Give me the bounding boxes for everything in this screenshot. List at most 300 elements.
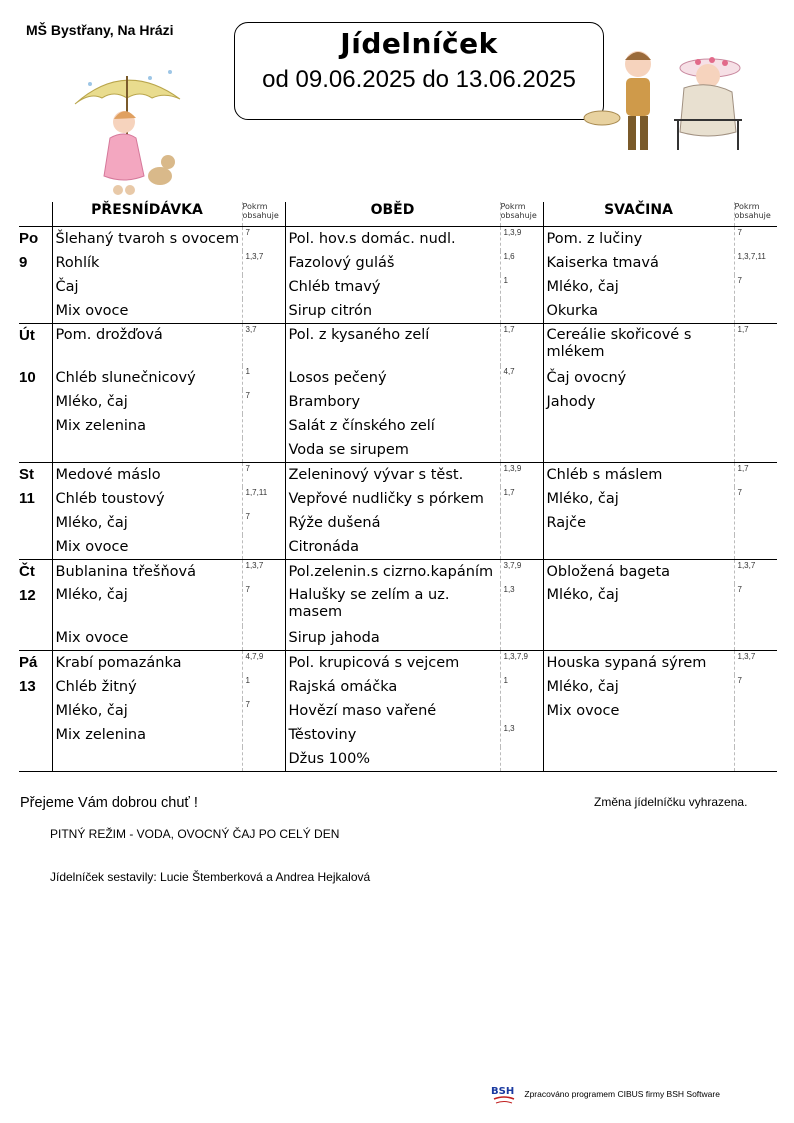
snack-allergen-cell xyxy=(734,651,777,676)
day-cell xyxy=(19,275,52,299)
snack-allergen-cell xyxy=(734,675,777,699)
day-cell xyxy=(19,299,52,324)
snack-allergen-cell xyxy=(734,414,777,438)
lunch-item: Pol. krupicová s vejcem xyxy=(288,655,460,671)
day-header xyxy=(19,202,52,227)
breakfast-allergen-cell xyxy=(242,626,285,651)
lunch-item: Halušky se zelím a uz. masem xyxy=(288,587,450,620)
snack-item xyxy=(544,535,734,559)
breakfast-item: Čaj xyxy=(55,279,79,295)
allergen-codes xyxy=(735,414,778,438)
menu-row xyxy=(19,438,777,463)
lunch-cell xyxy=(285,535,500,560)
breakfast-cell xyxy=(52,747,242,772)
lunch-cell xyxy=(285,511,500,535)
menu-row xyxy=(19,584,777,626)
lunch-allergen-cell xyxy=(500,626,543,651)
allergen-codes: 7 xyxy=(245,464,250,473)
lunch-item: Pol. hov.s domác. nudl. xyxy=(288,231,456,247)
menu-row xyxy=(19,390,777,414)
allergen-codes: 1,3,7,9 xyxy=(503,652,528,661)
breakfast-item: Mix zelenina xyxy=(55,418,147,434)
snack-cell xyxy=(543,511,734,535)
allergen-codes xyxy=(735,699,778,723)
allergen-header: Pokrm obsahuje xyxy=(734,202,777,227)
breakfast-cell xyxy=(52,584,242,626)
lunch-cell xyxy=(285,487,500,511)
allergen-codes xyxy=(735,626,778,650)
menu-row xyxy=(19,324,777,367)
snack-allergen-cell xyxy=(734,723,777,747)
allergen-codes: 1,3,7 xyxy=(245,561,264,570)
menu-row xyxy=(19,626,777,651)
breakfast-allergen-cell xyxy=(242,535,285,560)
lunch-cell xyxy=(285,463,500,488)
snack-allergen-cell xyxy=(734,227,777,252)
menu-row xyxy=(19,414,777,438)
snack-item: Rajče xyxy=(546,515,587,531)
breakfast-cell xyxy=(52,535,242,560)
menu-row xyxy=(19,275,777,299)
breakfast-header: PŘESNÍDÁVKA xyxy=(52,202,242,227)
allergen-codes: 1,3,9 xyxy=(503,464,522,473)
breakfast-item: Mix ovoce xyxy=(55,539,129,555)
snack-item xyxy=(544,723,734,747)
allergen-codes: 4,7,9 xyxy=(245,652,264,661)
allergen-codes: 3,7,9 xyxy=(503,561,522,570)
lunch-item: Zeleninový vývar s těst. xyxy=(288,467,464,483)
allergen-codes xyxy=(501,414,543,438)
lunch-item: Sirup jahoda xyxy=(288,630,380,646)
lunch-cell xyxy=(285,251,500,275)
menu-row xyxy=(19,511,777,535)
snack-cell xyxy=(543,227,734,252)
date-range: od 09.06.2025 do 13.06.2025 xyxy=(262,66,576,93)
breakfast-item: Chléb toustový xyxy=(55,491,165,507)
allergen-codes: 1,7 xyxy=(503,325,515,334)
breakfast-allergen-cell xyxy=(242,511,285,535)
breakfast-cell xyxy=(52,560,242,585)
allergen-codes xyxy=(243,535,285,559)
allergen-codes xyxy=(735,366,778,390)
snack-cell xyxy=(543,626,734,651)
day-cell xyxy=(19,438,52,463)
lunch-allergen-cell xyxy=(500,487,543,511)
breakfast-allergen-cell xyxy=(242,675,285,699)
breakfast-cell xyxy=(52,675,242,699)
allergen-codes: 1,3,7 xyxy=(737,652,756,661)
breakfast-allergen-cell xyxy=(242,299,285,324)
snack-cell xyxy=(543,390,734,414)
menu-row xyxy=(19,699,777,723)
snack-item: Jahody xyxy=(546,394,596,410)
breakfast-item xyxy=(53,747,242,771)
breakfast-cell xyxy=(52,463,242,488)
breakfast-item: Chléb žitný xyxy=(55,679,137,695)
allergen-codes xyxy=(501,511,543,535)
allergen-codes: 7 xyxy=(737,228,742,237)
allergen-codes: 1,7 xyxy=(737,325,749,334)
allergen-codes: 7 xyxy=(245,700,250,709)
allergen-codes xyxy=(243,299,285,323)
snack-item: Pom. z lučiny xyxy=(546,231,643,247)
day-number: 12 xyxy=(19,587,36,604)
day-abbr: Po xyxy=(19,230,39,247)
snack-cell xyxy=(543,535,734,560)
allergen-codes: 1 xyxy=(503,676,508,685)
lunch-item: Džus 100% xyxy=(288,751,371,767)
page-title: Jídelníček xyxy=(340,27,498,60)
snack-cell xyxy=(543,275,734,299)
allergen-codes: 7 xyxy=(245,391,250,400)
snack-cell xyxy=(543,324,734,367)
allergen-codes xyxy=(243,723,285,747)
lunch-allergen-cell xyxy=(500,299,543,324)
allergen-codes: 4,7 xyxy=(503,367,515,376)
breakfast-cell xyxy=(52,487,242,511)
snack-item xyxy=(544,747,734,771)
lunch-cell xyxy=(285,560,500,585)
lunch-allergen-cell xyxy=(500,560,543,585)
allergen-codes xyxy=(501,699,543,723)
snack-cell xyxy=(543,299,734,324)
breakfast-item: Mléko, čaj xyxy=(55,703,128,719)
snack-allergen-cell xyxy=(734,584,777,626)
allergen-codes: 1 xyxy=(503,276,508,285)
snack-allergen-cell xyxy=(734,366,777,390)
breakfast-item: Chléb slunečnicový xyxy=(55,370,196,386)
snack-allergen-cell xyxy=(734,626,777,651)
day-cell xyxy=(19,723,52,747)
breakfast-cell xyxy=(52,438,242,463)
menu-row xyxy=(19,651,777,676)
day-cell xyxy=(19,699,52,723)
breakfast-cell xyxy=(52,626,242,651)
allergen-codes: 1,7,11 xyxy=(245,488,268,497)
lunch-item: Fazolový guláš xyxy=(288,255,395,271)
day-cell xyxy=(19,390,52,414)
menu-table xyxy=(19,202,777,772)
snack-allergen-cell xyxy=(734,560,777,585)
allergen-codes xyxy=(735,511,778,535)
lunch-allergen-cell xyxy=(500,584,543,626)
snack-cell xyxy=(543,438,734,463)
breakfast-allergen-cell xyxy=(242,251,285,275)
snack-item: Obložená bageta xyxy=(546,564,671,580)
snack-allergen-cell xyxy=(734,390,777,414)
allergen-codes xyxy=(501,438,543,462)
lunch-item: Losos pečený xyxy=(288,370,387,386)
allergen-codes xyxy=(735,723,778,747)
lunch-allergen-cell xyxy=(500,251,543,275)
allergen-codes xyxy=(243,747,285,771)
allergen-codes: 1,3,9 xyxy=(503,228,522,237)
allergen-codes: 7 xyxy=(245,228,250,237)
allergen-codes xyxy=(501,299,543,323)
snack-cell xyxy=(543,487,734,511)
allergen-codes: 1,3 xyxy=(503,585,515,594)
allergen-codes xyxy=(243,414,285,438)
snack-cell xyxy=(543,747,734,772)
breakfast-allergen-cell xyxy=(242,560,285,585)
allergen-codes: 7 xyxy=(245,512,250,521)
snack-item: Mléko, čaj xyxy=(546,587,619,603)
allergen-codes: 1,7 xyxy=(503,488,515,497)
lunch-allergen-cell xyxy=(500,651,543,676)
lunch-item: Hovězí maso vařené xyxy=(288,703,437,719)
snack-header: SVAČINA xyxy=(543,202,734,227)
snack-cell xyxy=(543,584,734,626)
snack-item xyxy=(544,438,734,462)
day-number: 10 xyxy=(19,369,36,386)
day-number: 13 xyxy=(19,678,36,695)
svg-text:BSH: BSH xyxy=(491,1086,515,1097)
allergen-codes xyxy=(735,747,778,771)
lunch-cell xyxy=(285,414,500,438)
menu-row xyxy=(19,299,777,324)
lunch-cell xyxy=(285,227,500,252)
school-name: MŠ Bystřany, Na Hrázi xyxy=(26,22,174,38)
allergen-codes xyxy=(243,626,285,650)
day-cell xyxy=(19,535,52,560)
breakfast-cell xyxy=(52,723,242,747)
lunch-item: Pol. z kysaného zelí xyxy=(288,327,430,343)
lunch-item: Brambory xyxy=(288,394,361,410)
lunch-allergen-cell xyxy=(500,675,543,699)
menu-row xyxy=(19,560,777,585)
allergen-codes xyxy=(735,535,778,559)
breakfast-cell xyxy=(52,390,242,414)
breakfast-cell xyxy=(52,651,242,676)
lunch-item: Těstoviny xyxy=(288,727,357,743)
breakfast-item: Mléko, čaj xyxy=(55,587,128,603)
snack-item: Houska sypaná sýrem xyxy=(546,655,707,671)
snack-allergen-cell xyxy=(734,747,777,772)
allergen-codes: 1,3,7,11 xyxy=(737,252,766,261)
menu-row xyxy=(19,675,777,699)
breakfast-allergen-cell xyxy=(242,366,285,390)
allergen-codes: 7 xyxy=(737,488,742,497)
breakfast-item: Mléko, čaj xyxy=(55,394,128,410)
lunch-header: OBĚD xyxy=(285,202,500,227)
greeting: Přejeme Vám dobrou chuť ! xyxy=(20,795,198,811)
breakfast-allergen-cell xyxy=(242,584,285,626)
lunch-allergen-cell xyxy=(500,747,543,772)
allergen-codes xyxy=(735,390,778,414)
allergen-codes xyxy=(735,438,778,462)
lunch-cell xyxy=(285,626,500,651)
breakfast-allergen-cell xyxy=(242,747,285,772)
lunch-item: Rýže dušená xyxy=(288,515,381,531)
lunch-allergen-cell xyxy=(500,438,543,463)
allergen-codes xyxy=(501,626,543,650)
allergen-codes: 1,6 xyxy=(503,252,515,261)
menu-row xyxy=(19,366,777,390)
allergen-codes: 1 xyxy=(245,676,250,685)
menu-row xyxy=(19,251,777,275)
allergen-codes: 7 xyxy=(737,676,742,685)
allergen-header: Pokrm obsahuje xyxy=(500,202,543,227)
lunch-cell xyxy=(285,438,500,463)
menu-row xyxy=(19,723,777,747)
allergen-codes xyxy=(501,535,543,559)
breakfast-allergen-cell xyxy=(242,651,285,676)
breakfast-cell xyxy=(52,511,242,535)
software-text: Zpracováno programem CIBUS firmy BSH Software xyxy=(524,1089,720,1099)
breakfast-item: Mix ovoce xyxy=(55,303,129,319)
allergen-codes xyxy=(243,438,285,462)
allergen-codes xyxy=(243,275,285,299)
title-box xyxy=(234,22,604,120)
menu-row xyxy=(19,463,777,488)
day-number: 9 xyxy=(19,254,28,271)
children-bench-illustration xyxy=(580,40,744,160)
snack-item: Mléko, čaj xyxy=(546,279,619,295)
drinking-regime: PITNÝ REŽIM - VODA, OVOCNÝ ČAJ PO CELÝ DEN xyxy=(50,827,340,841)
snack-item: Mix ovoce xyxy=(546,703,620,719)
authors: Jídelníček sestavily: Lucie Štemberková a Andrea Hejkalová xyxy=(50,870,371,884)
breakfast-allergen-cell xyxy=(242,227,285,252)
girl-umbrella-illustration xyxy=(70,64,190,198)
lunch-allergen-cell xyxy=(500,227,543,252)
lunch-cell xyxy=(285,675,500,699)
lunch-allergen-cell xyxy=(500,723,543,747)
allergen-codes: 7 xyxy=(737,276,742,285)
breakfast-allergen-cell xyxy=(242,699,285,723)
allergen-codes: 1,3,7 xyxy=(245,252,264,261)
allergen-codes: 1,3 xyxy=(503,724,515,733)
lunch-cell xyxy=(285,324,500,367)
breakfast-item: Medové máslo xyxy=(55,467,161,483)
breakfast-allergen-cell xyxy=(242,463,285,488)
snack-item xyxy=(544,626,734,650)
snack-allergen-cell xyxy=(734,324,777,367)
lunch-cell xyxy=(285,275,500,299)
snack-item: Mléko, čaj xyxy=(546,491,619,507)
snack-item: Mléko, čaj xyxy=(546,679,619,695)
breakfast-cell xyxy=(52,275,242,299)
bsh-logo-icon xyxy=(490,1083,518,1105)
snack-allergen-cell xyxy=(734,511,777,535)
lunch-item: Vepřové nudličky s pórkem xyxy=(288,491,484,507)
lunch-cell xyxy=(285,390,500,414)
lunch-cell xyxy=(285,651,500,676)
lunch-cell xyxy=(285,366,500,390)
allergen-codes: 3,7 xyxy=(245,325,257,334)
snack-item: Chléb s máslem xyxy=(546,467,663,483)
lunch-allergen-cell xyxy=(500,390,543,414)
menu-row xyxy=(19,227,777,252)
menu-row xyxy=(19,535,777,560)
lunch-allergen-cell xyxy=(500,275,543,299)
day-cell xyxy=(19,747,52,772)
lunch-allergen-cell xyxy=(500,366,543,390)
breakfast-item xyxy=(53,438,242,462)
breakfast-item: Mix zelenina xyxy=(55,727,147,743)
breakfast-cell xyxy=(52,324,242,367)
day-number: 11 xyxy=(19,490,35,507)
breakfast-item: Pom. drožďová xyxy=(55,327,163,343)
lunch-allergen-cell xyxy=(500,535,543,560)
lunch-allergen-cell xyxy=(500,414,543,438)
snack-allergen-cell xyxy=(734,463,777,488)
breakfast-cell xyxy=(52,366,242,390)
breakfast-allergen-cell xyxy=(242,438,285,463)
breakfast-cell xyxy=(52,414,242,438)
day-abbr: Pá xyxy=(19,654,38,671)
lunch-item: Pol.zelenin.s cizrno.kapáním xyxy=(288,564,494,580)
day-abbr: Čt xyxy=(19,563,35,580)
allergen-codes: 7 xyxy=(245,585,250,594)
allergen-codes: 7 xyxy=(737,585,742,594)
day-abbr: Út xyxy=(19,327,35,344)
breakfast-item: Bublanina třešňová xyxy=(55,564,196,580)
day-cell xyxy=(19,414,52,438)
snack-allergen-cell xyxy=(734,487,777,511)
lunch-item: Sirup citrón xyxy=(288,303,373,319)
snack-item: Cereálie skořicové s mlékem xyxy=(546,327,692,360)
snack-cell xyxy=(543,560,734,585)
menu-row xyxy=(19,487,777,511)
snack-allergen-cell xyxy=(734,275,777,299)
breakfast-allergen-cell xyxy=(242,390,285,414)
snack-allergen-cell xyxy=(734,299,777,324)
snack-cell xyxy=(543,699,734,723)
allergen-codes: 1,3,7 xyxy=(737,561,756,570)
day-abbr: St xyxy=(19,466,34,483)
lunch-item: Rajská omáčka xyxy=(288,679,398,695)
snack-allergen-cell xyxy=(734,438,777,463)
lunch-allergen-cell xyxy=(500,699,543,723)
lunch-cell xyxy=(285,723,500,747)
snack-cell xyxy=(543,251,734,275)
snack-allergen-cell xyxy=(734,251,777,275)
snack-item xyxy=(544,414,734,438)
breakfast-cell xyxy=(52,699,242,723)
snack-allergen-cell xyxy=(734,535,777,560)
lunch-allergen-cell xyxy=(500,511,543,535)
snack-item: Okurka xyxy=(546,303,599,319)
snack-cell xyxy=(543,723,734,747)
breakfast-item: Rohlík xyxy=(55,255,100,271)
lunch-cell xyxy=(285,747,500,772)
breakfast-item: Šlehaný tvaroh s ovocem xyxy=(55,231,240,247)
breakfast-item: Mix ovoce xyxy=(55,630,129,646)
allergen-codes xyxy=(501,747,543,771)
allergen-codes: 1,7 xyxy=(737,464,749,473)
breakfast-allergen-cell xyxy=(242,414,285,438)
allergen-codes xyxy=(735,299,778,323)
allergen-header: Pokrm obsahuje xyxy=(242,202,285,227)
lunch-allergen-cell xyxy=(500,324,543,367)
breakfast-item: Mléko, čaj xyxy=(55,515,128,531)
snack-allergen-cell xyxy=(734,699,777,723)
allergen-codes: 1 xyxy=(245,367,250,376)
breakfast-allergen-cell xyxy=(242,324,285,367)
change-note: Změna jídelníčku vyhrazena. xyxy=(594,795,748,809)
breakfast-cell xyxy=(52,299,242,324)
breakfast-allergen-cell xyxy=(242,723,285,747)
snack-cell xyxy=(543,366,734,390)
lunch-cell xyxy=(285,699,500,723)
breakfast-cell xyxy=(52,251,242,275)
software-credit xyxy=(490,1083,720,1105)
breakfast-allergen-cell xyxy=(242,487,285,511)
lunch-item: Salát z čínského zelí xyxy=(288,418,435,434)
day-cell xyxy=(19,626,52,651)
allergen-codes xyxy=(501,390,543,414)
lunch-item: Chléb tmavý xyxy=(288,279,381,295)
